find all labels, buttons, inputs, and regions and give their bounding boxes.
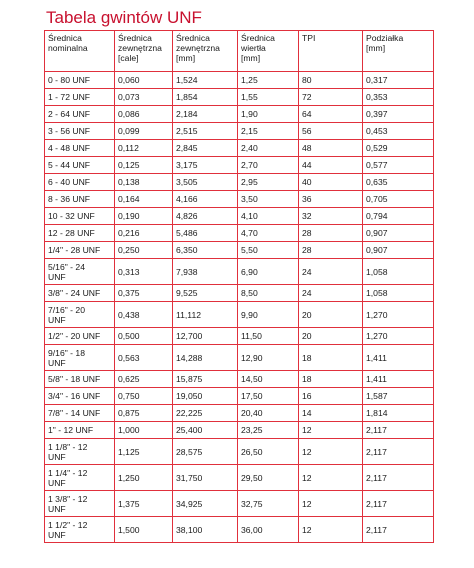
table-row xyxy=(45,328,434,345)
cell-size xyxy=(45,302,115,328)
table-row xyxy=(45,517,434,543)
cell-size xyxy=(45,225,115,242)
cell-drill-mm: 2,40 xyxy=(238,140,299,157)
cell-pitch-mm: 2,117 xyxy=(363,439,434,465)
cell-outer-mm: 2,515 xyxy=(173,123,238,140)
cell-outer-in: 1,000 xyxy=(115,422,173,439)
cell-size-line: UNF xyxy=(48,503,66,514)
cell-outer-in: 0,875 xyxy=(115,405,173,422)
table-row xyxy=(45,405,434,422)
cell-tpi: 28 xyxy=(299,225,363,242)
cell-drill-mm: 4,10 xyxy=(238,208,299,225)
table-body xyxy=(45,31,434,543)
cell-outer-mm: 22,225 xyxy=(173,405,238,422)
header-cell-line: [mm] xyxy=(241,53,261,63)
table-row xyxy=(45,106,434,123)
cell-size xyxy=(45,388,115,405)
cell-size-line: 3 - 56 UNF xyxy=(48,126,91,136)
cell-outer-mm: 38,100 xyxy=(173,517,238,543)
cell-pitch-mm: 2,117 xyxy=(363,517,434,543)
cell-outer-mm: 5,486 xyxy=(173,225,238,242)
cell-tpi: 36 xyxy=(299,191,363,208)
cell-size xyxy=(45,491,115,517)
cell-size-line: 5/16" - 24 xyxy=(48,261,85,272)
cell-drill-mm: 20,40 xyxy=(238,405,299,422)
cell-size-line: 1 1/8" - 12 xyxy=(48,441,88,452)
cell-tpi: 48 xyxy=(299,140,363,157)
cell-size-line: 10 - 32 UNF xyxy=(48,211,95,221)
cell-size xyxy=(45,422,115,439)
cell-outer-mm: 19,050 xyxy=(173,388,238,405)
cell-outer-in: 0,563 xyxy=(115,345,173,371)
cell-pitch-mm: 1,270 xyxy=(363,328,434,345)
cell-tpi: 18 xyxy=(299,371,363,388)
cell-drill-mm: 2,95 xyxy=(238,174,299,191)
header-cell xyxy=(173,31,238,72)
header-cell xyxy=(363,31,434,72)
cell-outer-in: 0,060 xyxy=(115,72,173,89)
cell-outer-mm: 7,938 xyxy=(173,259,238,285)
cell-size-line: 1 1/4" - 12 xyxy=(48,467,88,478)
cell-size-line: 0 - 80 UNF xyxy=(48,75,91,85)
cell-outer-mm: 1,524 xyxy=(173,72,238,89)
cell-size xyxy=(45,405,115,422)
cell-outer-in: 0,099 xyxy=(115,123,173,140)
table-row xyxy=(45,225,434,242)
cell-tpi: 32 xyxy=(299,208,363,225)
cell-outer-in: 0,750 xyxy=(115,388,173,405)
header-cell-line: [cale] xyxy=(118,53,139,63)
header-cell xyxy=(115,31,173,72)
cell-size-line: 1/4" - 28 UNF xyxy=(48,245,101,255)
cell-outer-in: 1,375 xyxy=(115,491,173,517)
unf-thread-table xyxy=(44,30,434,543)
cell-pitch-mm: 2,117 xyxy=(363,465,434,491)
cell-pitch-mm: 0,794 xyxy=(363,208,434,225)
cell-size-line: UNF xyxy=(48,314,66,325)
cell-tpi: 40 xyxy=(299,174,363,191)
table-row xyxy=(45,285,434,302)
cell-pitch-mm: 0,529 xyxy=(363,140,434,157)
cell-outer-in: 1,125 xyxy=(115,439,173,465)
cell-size-line: 1/2" - 20 UNF xyxy=(48,331,101,341)
table-header-row xyxy=(45,31,434,72)
cell-pitch-mm: 0,705 xyxy=(363,191,434,208)
cell-size xyxy=(45,140,115,157)
cell-pitch-mm: 1,411 xyxy=(363,371,434,388)
cell-drill-mm: 6,90 xyxy=(238,259,299,285)
cell-size-line: 12 - 28 UNF xyxy=(48,228,95,238)
cell-drill-mm: 2,70 xyxy=(238,157,299,174)
cell-tpi: 44 xyxy=(299,157,363,174)
table-row xyxy=(45,422,434,439)
cell-size-line: 6 - 40 UNF xyxy=(48,177,91,187)
cell-tpi: 24 xyxy=(299,285,363,302)
cell-size-line: 8 - 36 UNF xyxy=(48,194,91,204)
table-row xyxy=(45,140,434,157)
table-row xyxy=(45,157,434,174)
cell-tpi: 20 xyxy=(299,302,363,328)
cell-outer-in: 1,250 xyxy=(115,465,173,491)
cell-outer-mm: 9,525 xyxy=(173,285,238,302)
cell-outer-in: 0,112 xyxy=(115,140,173,157)
cell-tpi: 12 xyxy=(299,422,363,439)
cell-outer-in: 0,073 xyxy=(115,89,173,106)
header-cell-line: nominalna xyxy=(48,43,88,53)
cell-drill-mm: 4,70 xyxy=(238,225,299,242)
cell-drill-mm: 14,50 xyxy=(238,371,299,388)
cell-outer-mm: 11,112 xyxy=(173,302,238,328)
cell-outer-in: 0,086 xyxy=(115,106,173,123)
cell-outer-in: 0,375 xyxy=(115,285,173,302)
cell-tpi: 12 xyxy=(299,517,363,543)
cell-drill-mm: 1,25 xyxy=(238,72,299,89)
cell-pitch-mm: 1,411 xyxy=(363,345,434,371)
cell-size xyxy=(45,72,115,89)
cell-drill-mm: 23,25 xyxy=(238,422,299,439)
cell-size xyxy=(45,123,115,140)
cell-pitch-mm: 1,814 xyxy=(363,405,434,422)
cell-size-line: 3/4" - 16 UNF xyxy=(48,391,101,401)
cell-size-line: UNF xyxy=(48,357,66,368)
cell-drill-mm: 1,55 xyxy=(238,89,299,106)
cell-pitch-mm: 0,635 xyxy=(363,174,434,191)
cell-pitch-mm: 0,397 xyxy=(363,106,434,123)
cell-size-line: 9/16" - 18 xyxy=(48,347,85,358)
cell-tpi: 64 xyxy=(299,106,363,123)
header-cell-line: Podziałka xyxy=(366,33,404,43)
cell-drill-mm: 2,15 xyxy=(238,123,299,140)
header-cell-line: Średnica xyxy=(48,33,82,43)
cell-size-line: 2 - 64 UNF xyxy=(48,109,91,119)
cell-outer-in: 0,138 xyxy=(115,174,173,191)
cell-size-line: 1 1/2" - 12 xyxy=(48,519,88,530)
cell-size xyxy=(45,208,115,225)
cell-tpi: 72 xyxy=(299,89,363,106)
cell-outer-mm: 15,875 xyxy=(173,371,238,388)
table-row xyxy=(45,89,434,106)
cell-outer-in: 1,500 xyxy=(115,517,173,543)
cell-outer-in: 0,500 xyxy=(115,328,173,345)
cell-drill-mm: 32,75 xyxy=(238,491,299,517)
cell-pitch-mm: 0,907 xyxy=(363,225,434,242)
cell-pitch-mm: 0,907 xyxy=(363,242,434,259)
cell-outer-mm: 28,575 xyxy=(173,439,238,465)
cell-outer-in: 0,216 xyxy=(115,225,173,242)
cell-pitch-mm: 0,317 xyxy=(363,72,434,89)
header-cell-line: Średnica xyxy=(118,33,152,43)
cell-size-line: 1" - 12 UNF xyxy=(48,425,94,435)
header-cell xyxy=(299,31,363,72)
cell-tpi: 28 xyxy=(299,242,363,259)
cell-pitch-mm: 2,117 xyxy=(363,491,434,517)
cell-outer-mm: 14,288 xyxy=(173,345,238,371)
cell-outer-mm: 12,700 xyxy=(173,328,238,345)
cell-outer-mm: 34,925 xyxy=(173,491,238,517)
cell-tpi: 80 xyxy=(299,72,363,89)
cell-size-line: 1 - 72 UNF xyxy=(48,92,91,102)
cell-size-line: 5 - 44 UNF xyxy=(48,160,91,170)
table-row xyxy=(45,174,434,191)
cell-outer-mm: 4,826 xyxy=(173,208,238,225)
cell-outer-in: 0,190 xyxy=(115,208,173,225)
cell-tpi: 20 xyxy=(299,328,363,345)
cell-size-line: 1 3/8" - 12 xyxy=(48,493,88,504)
cell-size xyxy=(45,465,115,491)
cell-tpi: 18 xyxy=(299,345,363,371)
cell-outer-mm: 3,505 xyxy=(173,174,238,191)
cell-outer-in: 0,125 xyxy=(115,157,173,174)
cell-outer-in: 0,250 xyxy=(115,242,173,259)
cell-size xyxy=(45,328,115,345)
table-row xyxy=(45,439,434,465)
table-row xyxy=(45,242,434,259)
cell-pitch-mm: 1,587 xyxy=(363,388,434,405)
cell-size xyxy=(45,345,115,371)
cell-outer-mm: 4,166 xyxy=(173,191,238,208)
cell-pitch-mm: 1,270 xyxy=(363,302,434,328)
cell-pitch-mm: 1,058 xyxy=(363,285,434,302)
cell-outer-in: 0,625 xyxy=(115,371,173,388)
cell-size xyxy=(45,191,115,208)
cell-size-line: UNF xyxy=(48,451,66,462)
page-title: Tabela gwintów UNF xyxy=(46,8,202,27)
header-cell xyxy=(45,31,115,72)
cell-tpi: 24 xyxy=(299,259,363,285)
cell-size xyxy=(45,259,115,285)
table-row xyxy=(45,123,434,140)
cell-drill-mm: 8,50 xyxy=(238,285,299,302)
cell-outer-mm: 31,750 xyxy=(173,465,238,491)
cell-tpi: 12 xyxy=(299,491,363,517)
cell-pitch-mm: 0,453 xyxy=(363,123,434,140)
cell-size xyxy=(45,517,115,543)
header-cell-line: [mm] xyxy=(176,53,196,63)
table-row xyxy=(45,191,434,208)
cell-tpi: 56 xyxy=(299,123,363,140)
cell-drill-mm: 11,50 xyxy=(238,328,299,345)
cell-outer-mm: 2,845 xyxy=(173,140,238,157)
table-row xyxy=(45,491,434,517)
header-cell-line: zewnętrzna xyxy=(118,43,162,53)
cell-outer-mm: 25,400 xyxy=(173,422,238,439)
cell-size-line: 4 - 48 UNF xyxy=(48,143,91,153)
table-row xyxy=(45,388,434,405)
cell-size xyxy=(45,285,115,302)
cell-drill-mm: 17,50 xyxy=(238,388,299,405)
header-cell-line: TPI xyxy=(302,33,316,43)
cell-drill-mm: 3,50 xyxy=(238,191,299,208)
cell-tpi: 14 xyxy=(299,405,363,422)
cell-size xyxy=(45,242,115,259)
cell-size-line: 3/8" - 24 UNF xyxy=(48,288,101,298)
cell-drill-mm: 1,90 xyxy=(238,106,299,123)
table-row xyxy=(45,72,434,89)
cell-drill-mm: 5,50 xyxy=(238,242,299,259)
cell-size-line: UNF xyxy=(48,529,66,540)
cell-outer-in: 0,438 xyxy=(115,302,173,328)
cell-outer-mm: 3,175 xyxy=(173,157,238,174)
header-cell-line: [mm] xyxy=(366,43,386,53)
cell-size xyxy=(45,106,115,123)
cell-drill-mm: 26,50 xyxy=(238,439,299,465)
header-cell-line: wiertła xyxy=(241,43,266,53)
cell-drill-mm: 12,90 xyxy=(238,345,299,371)
cell-drill-mm: 36,00 xyxy=(238,517,299,543)
header-cell-line: Średnica xyxy=(176,33,210,43)
cell-outer-mm: 1,854 xyxy=(173,89,238,106)
cell-pitch-mm: 0,577 xyxy=(363,157,434,174)
cell-tpi: 12 xyxy=(299,465,363,491)
table-row xyxy=(45,208,434,225)
table-row xyxy=(45,302,434,328)
cell-pitch-mm: 0,353 xyxy=(363,89,434,106)
header-cell-line: Średnica xyxy=(241,33,275,43)
cell-drill-mm: 9,90 xyxy=(238,302,299,328)
cell-outer-mm: 6,350 xyxy=(173,242,238,259)
cell-size xyxy=(45,157,115,174)
cell-size-line: UNF xyxy=(48,271,66,282)
cell-size-line: 5/8" - 18 UNF xyxy=(48,374,101,384)
cell-tpi: 12 xyxy=(299,439,363,465)
cell-outer-in: 0,313 xyxy=(115,259,173,285)
cell-size-line: UNF xyxy=(48,477,66,488)
header-cell-line: zewnętrzna xyxy=(176,43,220,53)
cell-size xyxy=(45,174,115,191)
table-row xyxy=(45,259,434,285)
cell-size-line: 7/16" - 20 xyxy=(48,304,85,315)
header-cell xyxy=(238,31,299,72)
cell-drill-mm: 29,50 xyxy=(238,465,299,491)
table-row xyxy=(45,345,434,371)
cell-size xyxy=(45,439,115,465)
cell-outer-in: 0,164 xyxy=(115,191,173,208)
table-row xyxy=(45,465,434,491)
cell-pitch-mm: 1,058 xyxy=(363,259,434,285)
cell-size xyxy=(45,371,115,388)
table-row xyxy=(45,371,434,388)
cell-tpi: 16 xyxy=(299,388,363,405)
cell-pitch-mm: 2,117 xyxy=(363,422,434,439)
cell-size-line: 7/8" - 14 UNF xyxy=(48,408,101,418)
cell-outer-mm: 2,184 xyxy=(173,106,238,123)
cell-size xyxy=(45,89,115,106)
